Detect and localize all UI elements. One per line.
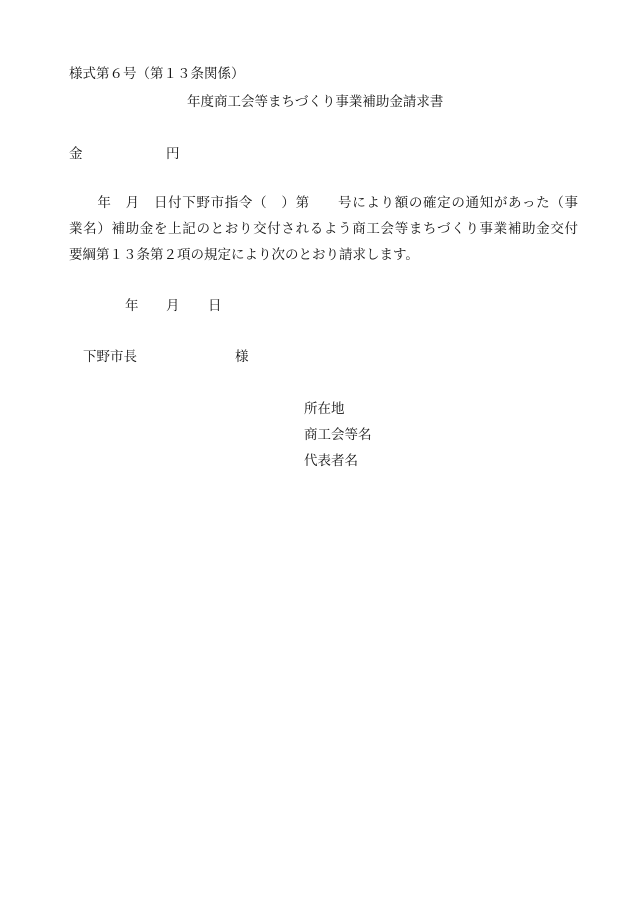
body-line-3: 要綱第１３条第２項の規定により次のとおり請求します。: [69, 247, 419, 263]
applicant-rep-label: 代表者名: [304, 453, 358, 469]
applicant-address-label: 所在地: [304, 401, 345, 417]
addressee-name: 下野市長: [83, 349, 137, 365]
body-line-2: 業名）補助金を上記のとおり交付されるよう商工会等まちづくり事業補助金交付: [69, 221, 578, 237]
date-day: 日: [208, 298, 222, 314]
document-title: 年度商工会等まちづくり事業補助金請求書: [187, 94, 444, 110]
form-number: 様式第６号（第１３条関係）: [69, 66, 245, 82]
body-line-1: 年 月 日付下野市指令（ ）第 号により額の確定の通知があった（事: [69, 195, 578, 211]
applicant-org-label: 商工会等名: [304, 427, 372, 443]
addressee-honorific: 様: [235, 349, 249, 365]
date-year: 年: [125, 298, 139, 314]
amount-prefix: 金: [69, 146, 83, 162]
amount-unit: 円: [166, 146, 180, 162]
request-body: [69, 190, 578, 268]
date-month: 月: [166, 298, 180, 314]
